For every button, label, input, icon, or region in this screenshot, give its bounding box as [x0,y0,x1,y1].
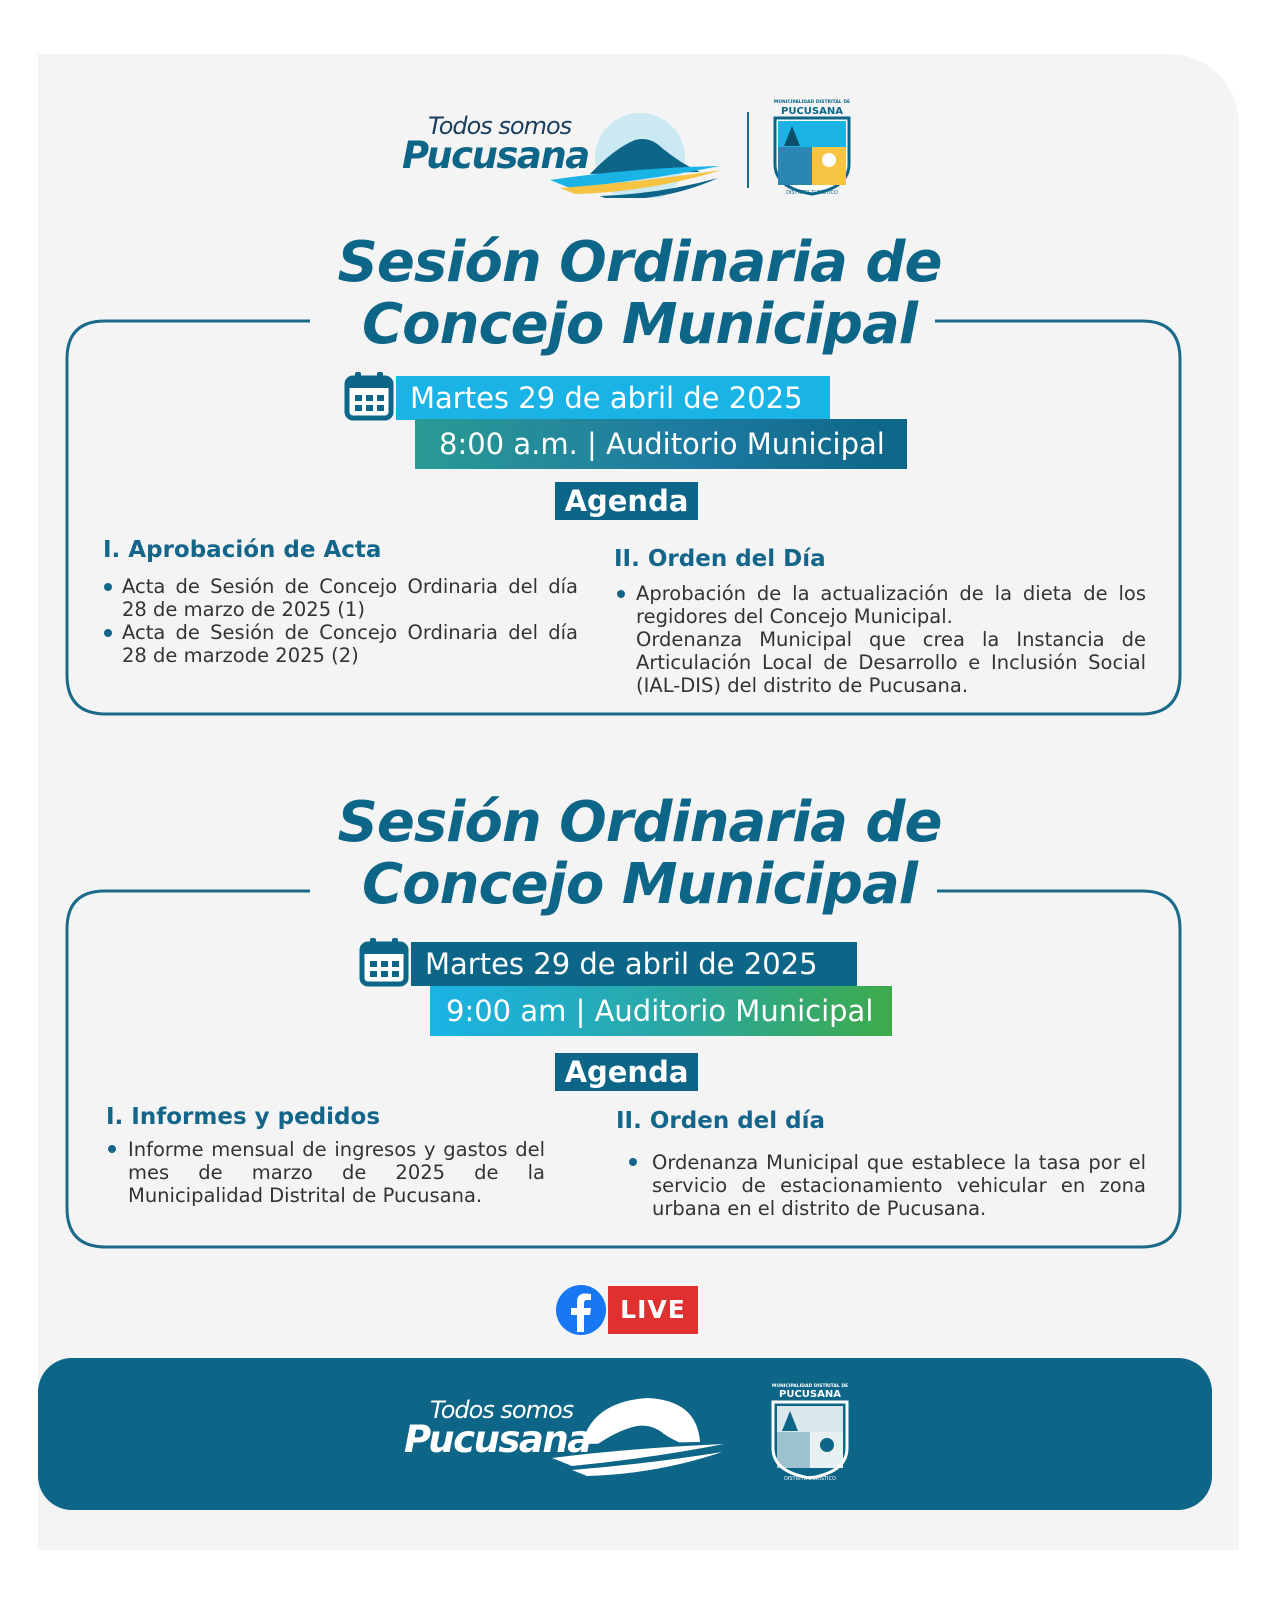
session2-agenda-label: Agenda [555,1053,698,1091]
session2-left-heading: I. Informes y pedidos [106,1104,381,1130]
session1-left-item-1: Acta de Sesión de Concejo Ordinaria del día 28 de marzo de 2025 (1) [122,575,578,621]
session2-right-heading: II. Orden del día [616,1108,826,1134]
brand-line2: Pucusana [404,1418,591,1461]
brand-logo-footer [402,1392,732,1482]
bullet [108,1145,116,1153]
calendar-icon [359,936,409,988]
crest-bottom-label: DISTRITO TURÍSTICO [784,1476,836,1482]
session1-left-item-2: Acta de Sesión de Concejo Ordinaria del día 28 de marzode 2025 (2) [122,621,578,667]
bullet [629,1158,637,1166]
session1-right-item-1: Aprobación de la actualización de la dieta de los regidores del Concejo Municipal. [636,582,1146,628]
crest-name: PUCUSANA [781,106,843,117]
session2-date: Martes 29 de abril de 2025 [411,942,857,986]
session2-left-item-1: Informe mensual de ingresos y gastos del mes de marzo de 2025 de la Municipalidad Distrital de Pucusana. [128,1138,545,1207]
session1-agenda-label: Agenda [555,482,698,520]
live-label: LIVE [608,1286,698,1334]
brand-line1: Todos somos [428,112,572,140]
session2-title-line2: Concejo Municipal [362,852,917,917]
session2-time-place: 9:00 am | Auditorio Municipal [430,986,892,1036]
crest-bottom-label: DISTRITO TURÍSTICO [786,190,838,196]
brand-line2: Pucusana [402,134,589,177]
session1-right-heading: II. Orden del Día [614,546,826,572]
session2-title-line1: Sesión Ordinaria de [337,790,942,855]
crest-shield-icon [768,1400,852,1480]
crest-top-label: MUNICIPALIDAD DISTRITAL DE [773,100,851,105]
session1-time-place: 8:00 a.m. | Auditorio Municipal [415,419,907,469]
pucusana-crest-footer [768,1384,852,1488]
facebook-icon [555,1284,607,1336]
session2-right-item-1: Ordenanza Municipal que establece la tasa por el servicio de estacionamiento vehicular en zona urbana en el distrito de Pucusana. [652,1151,1146,1220]
session1-title-line1: Sesión Ordinaria de [337,230,942,295]
crest-top-label: MUNICIPALIDAD DISTRITAL DE [771,1384,849,1389]
crest-name: PUCUSANA [779,1389,841,1400]
session1-left-heading: I. Aprobación de Acta [103,537,382,563]
session1-title-line2: Concejo Municipal [362,292,917,357]
facebook-live-badge[interactable] [555,1284,705,1336]
session1-right-item-2: Ordenanza Municipal que crea la Instancia de Articulación Local de Desarrollo e Inclusión Social (IAL-DIS) del distrito de Pucusana. [636,628,1146,697]
brand-line1: Todos somos [430,1396,574,1424]
session1-date: Martes 29 de abril de 2025 [396,376,830,420]
